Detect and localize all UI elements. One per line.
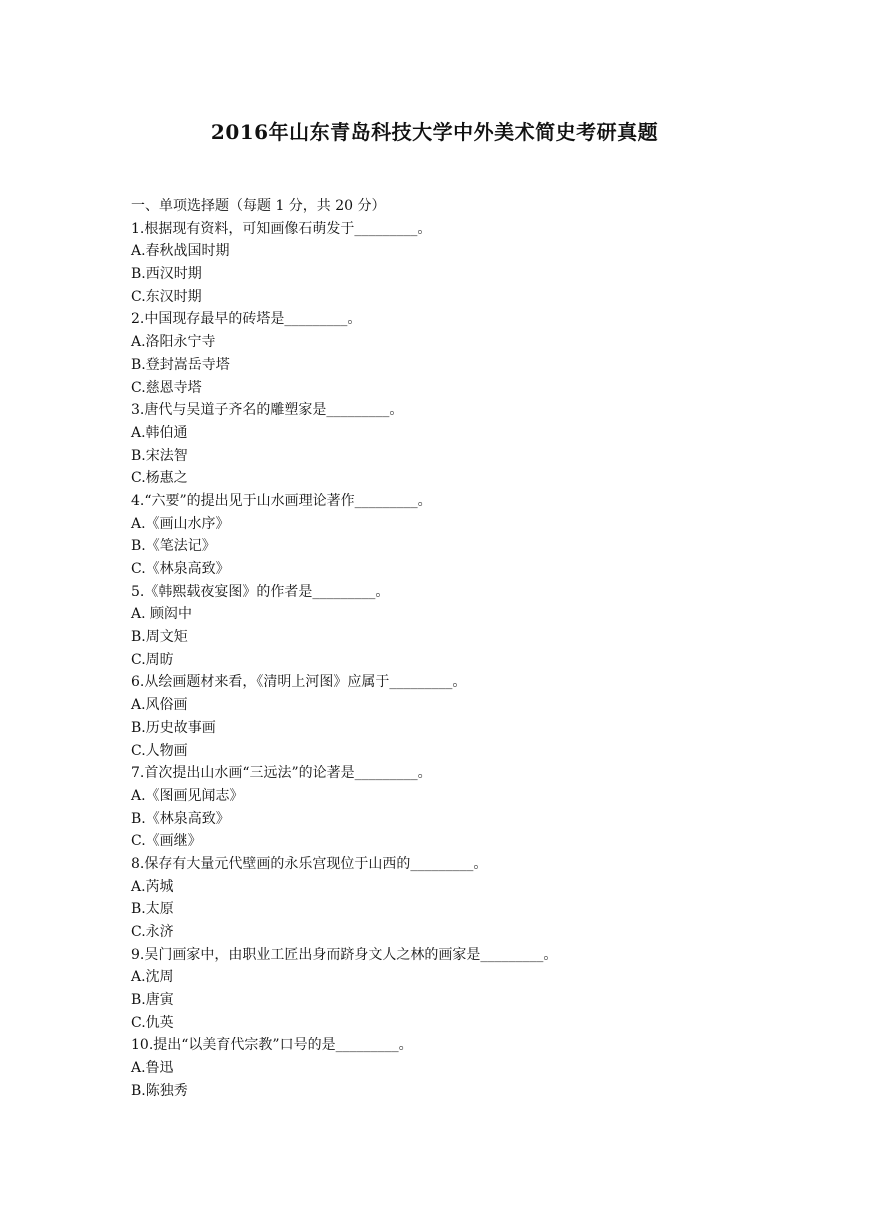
question-option: B.《林泉高致》 <box>131 810 230 827</box>
question-option: C.慈恩寺塔 <box>131 379 202 396</box>
question-option: B.唐寅 <box>131 992 174 1009</box>
question-stem: 8.保存有大量元代壁画的永乐宫现位于山西的_________。 <box>131 855 488 872</box>
question-stem: 7.首次提出山水画“三远法”的论著是_________。 <box>131 765 432 782</box>
question-option: B.西汉时期 <box>131 266 202 283</box>
question-list <box>131 195 771 1103</box>
question-stem: 9.吴门画家中，由职业工匠出身而跻身文人之林的画家是_________。 <box>131 946 558 963</box>
question-option: A.风俗画 <box>131 697 188 714</box>
question-option: A.《图画见闻志》 <box>131 787 244 804</box>
question-option: C.《林泉高致》 <box>131 561 230 577</box>
question-option: A.沈周 <box>131 969 174 986</box>
question-option: C.杨惠之 <box>131 470 188 487</box>
question-option: A. 顾闳中 <box>131 606 193 623</box>
question-option: A.《画山水序》 <box>131 515 230 532</box>
question-stem: 1.根据现有资料，可知画像石萌发于_________。 <box>131 220 432 237</box>
question-stem: 3.唐代与吴道子齐名的雕塑家是_________。 <box>131 402 404 419</box>
question-stem: 5.《韩熙载夜宴图》的作者是_________。 <box>131 583 390 600</box>
question-option: B.《笔法记》 <box>131 538 216 555</box>
question-option: A.韩伯通 <box>131 424 188 441</box>
question-stem: 4.“六要”的提出见于山水画理论著作_________。 <box>131 492 432 509</box>
question-option: B.陈独秀 <box>131 1082 188 1099</box>
question-option: B.周文矩 <box>131 629 188 646</box>
question-option: C.周昉 <box>131 651 174 668</box>
question-option: A.洛阳永宁寺 <box>131 334 216 351</box>
document-title: 2016年山东青岛科技大学中外美术简史考研真题 <box>210 120 659 144</box>
question-option: B.宋法智 <box>131 447 188 464</box>
question-stem: 2.中国现存最早的砖塔是_________。 <box>131 311 362 328</box>
question-option: A.芮城 <box>131 878 174 895</box>
question-option: C.仇英 <box>131 1014 174 1031</box>
question-stem: 10.提出“以美育代宗教”口号的是_________。 <box>131 1037 413 1054</box>
question-option: A.春秋战国时期 <box>131 243 230 260</box>
question-option: C.永济 <box>131 924 174 940</box>
question-stem: 6.从绘画题材来看，《清明上河图》应属于_________。 <box>131 674 467 691</box>
question-option: C.《画继》 <box>131 833 202 850</box>
question-option: B.历史故事画 <box>131 719 216 736</box>
question-option: A.鲁迅 <box>131 1060 174 1077</box>
question-option: B.太原 <box>131 901 174 918</box>
question-option: C.人物画 <box>131 742 188 759</box>
section-heading: 一、单项选择题（每题 1 分，共 20 分） <box>131 198 386 214</box>
question-option: B.登封嵩岳寺塔 <box>131 356 230 373</box>
question-option: C.东汉时期 <box>131 288 202 305</box>
